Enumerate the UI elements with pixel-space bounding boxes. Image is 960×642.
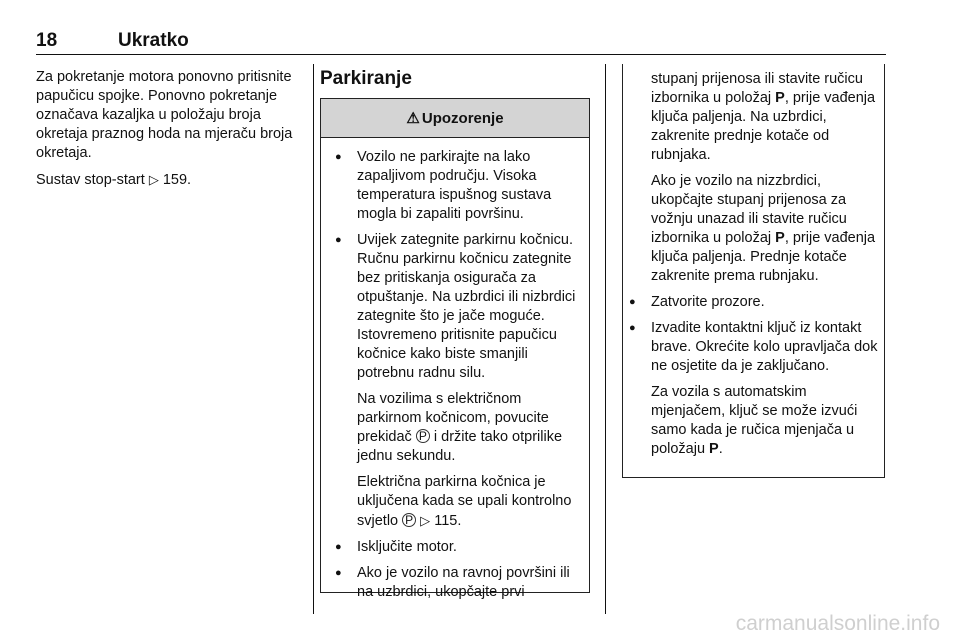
warning-box-continued (622, 64, 885, 478)
section-title: Parkiranje (320, 68, 412, 89)
list-item: ● Izvadite kontaktni ključ iz kontakt brave. Okrećite kolo upravljača dok ne osjetite da je zaključano. (623, 319, 880, 376)
warning-box (320, 98, 590, 600)
list-item: ● Zatvorite prozore. (623, 293, 880, 312)
parking-brake-icon: P (416, 429, 430, 443)
list-subparagraph: Električna parkirna kočnica je uključena kada se upali kontrolno svjetlo P ▷ 115. (357, 474, 572, 529)
list-subparagraph: Za vozila s automatskim mjenjačem, ključ se može izvući samo kada je ručica mjenjača u položaju P. (651, 384, 858, 457)
list-subparagraph: Ako je vozilo na nizzbrdici, ukopčajte stupanj prijenosa za vožnju unazad ili stavite ručicu izbornika u položaj P, prije vađenja ključa paljenja. Prednje kotače zakrenite prema rubnjaku. (651, 173, 876, 284)
stop-start-reference: Sustav stop-start ▷ 159. (36, 172, 192, 188)
list-subparagraph: Na vozilima s električnom parkirnom kočnicom, povucite prekidač P i držite tako otprilike jednu sekundu. (357, 391, 563, 464)
warning-body (321, 138, 589, 602)
warning-header: ⚠ Upozorenje (321, 99, 589, 138)
warning-triangle-icon: ⚠ (406, 110, 420, 127)
chapter-title: Ukratko (118, 30, 189, 51)
list-item: ● Uvijek zategnite parkirnu kočnicu. Ručnu parkirnu kočnicu zategnite bez pritiskanja osigurača za otpuštanje. Na uzbrdici ili nizbrdici zategnite što je jače moguće. Istovremeno pritisnite papučicu kočnice kako biste smanjili potrebnu radnu silu. (321, 231, 583, 383)
list-subparagraph: stupanj prijenosa ili stavite ručicu izbornika u položaj P, prije vađenja ključa paljenja. Na uzbrdici, zakrenite prednje kotače od rubnjaka. (651, 71, 876, 163)
watermark: carmanualsonline.info (735, 612, 940, 635)
arrow-ref-icon: ▷ (420, 513, 431, 528)
column-divider-2 (605, 64, 606, 614)
parking-brake-icon: P (402, 513, 416, 527)
list-item: ● Isključite motor. (321, 538, 583, 557)
column-1 (36, 68, 308, 197)
page-number: 18 (36, 30, 58, 51)
restart-paragraph: Za pokretanje motora ponovno pritisnite papučicu spojke. Ponovno pokretanje označava kazaljka u položaju broja okretaja praznog hoda na mjeraču broja okretaja. (36, 69, 293, 161)
arrow-ref-icon: ▷ (148, 172, 159, 187)
list-item: ● Vozilo ne parkirajte na lako zapaljivom području. Visoka temperatura ispušnog sustava mogla bi zapaliti površinu. (321, 148, 583, 224)
list-item: ● Ako je vozilo na ravnoj površini ili na uzbrdici, ukopčajte prvi (321, 564, 583, 602)
header-rule (36, 54, 886, 55)
column-divider-1 (313, 64, 314, 614)
